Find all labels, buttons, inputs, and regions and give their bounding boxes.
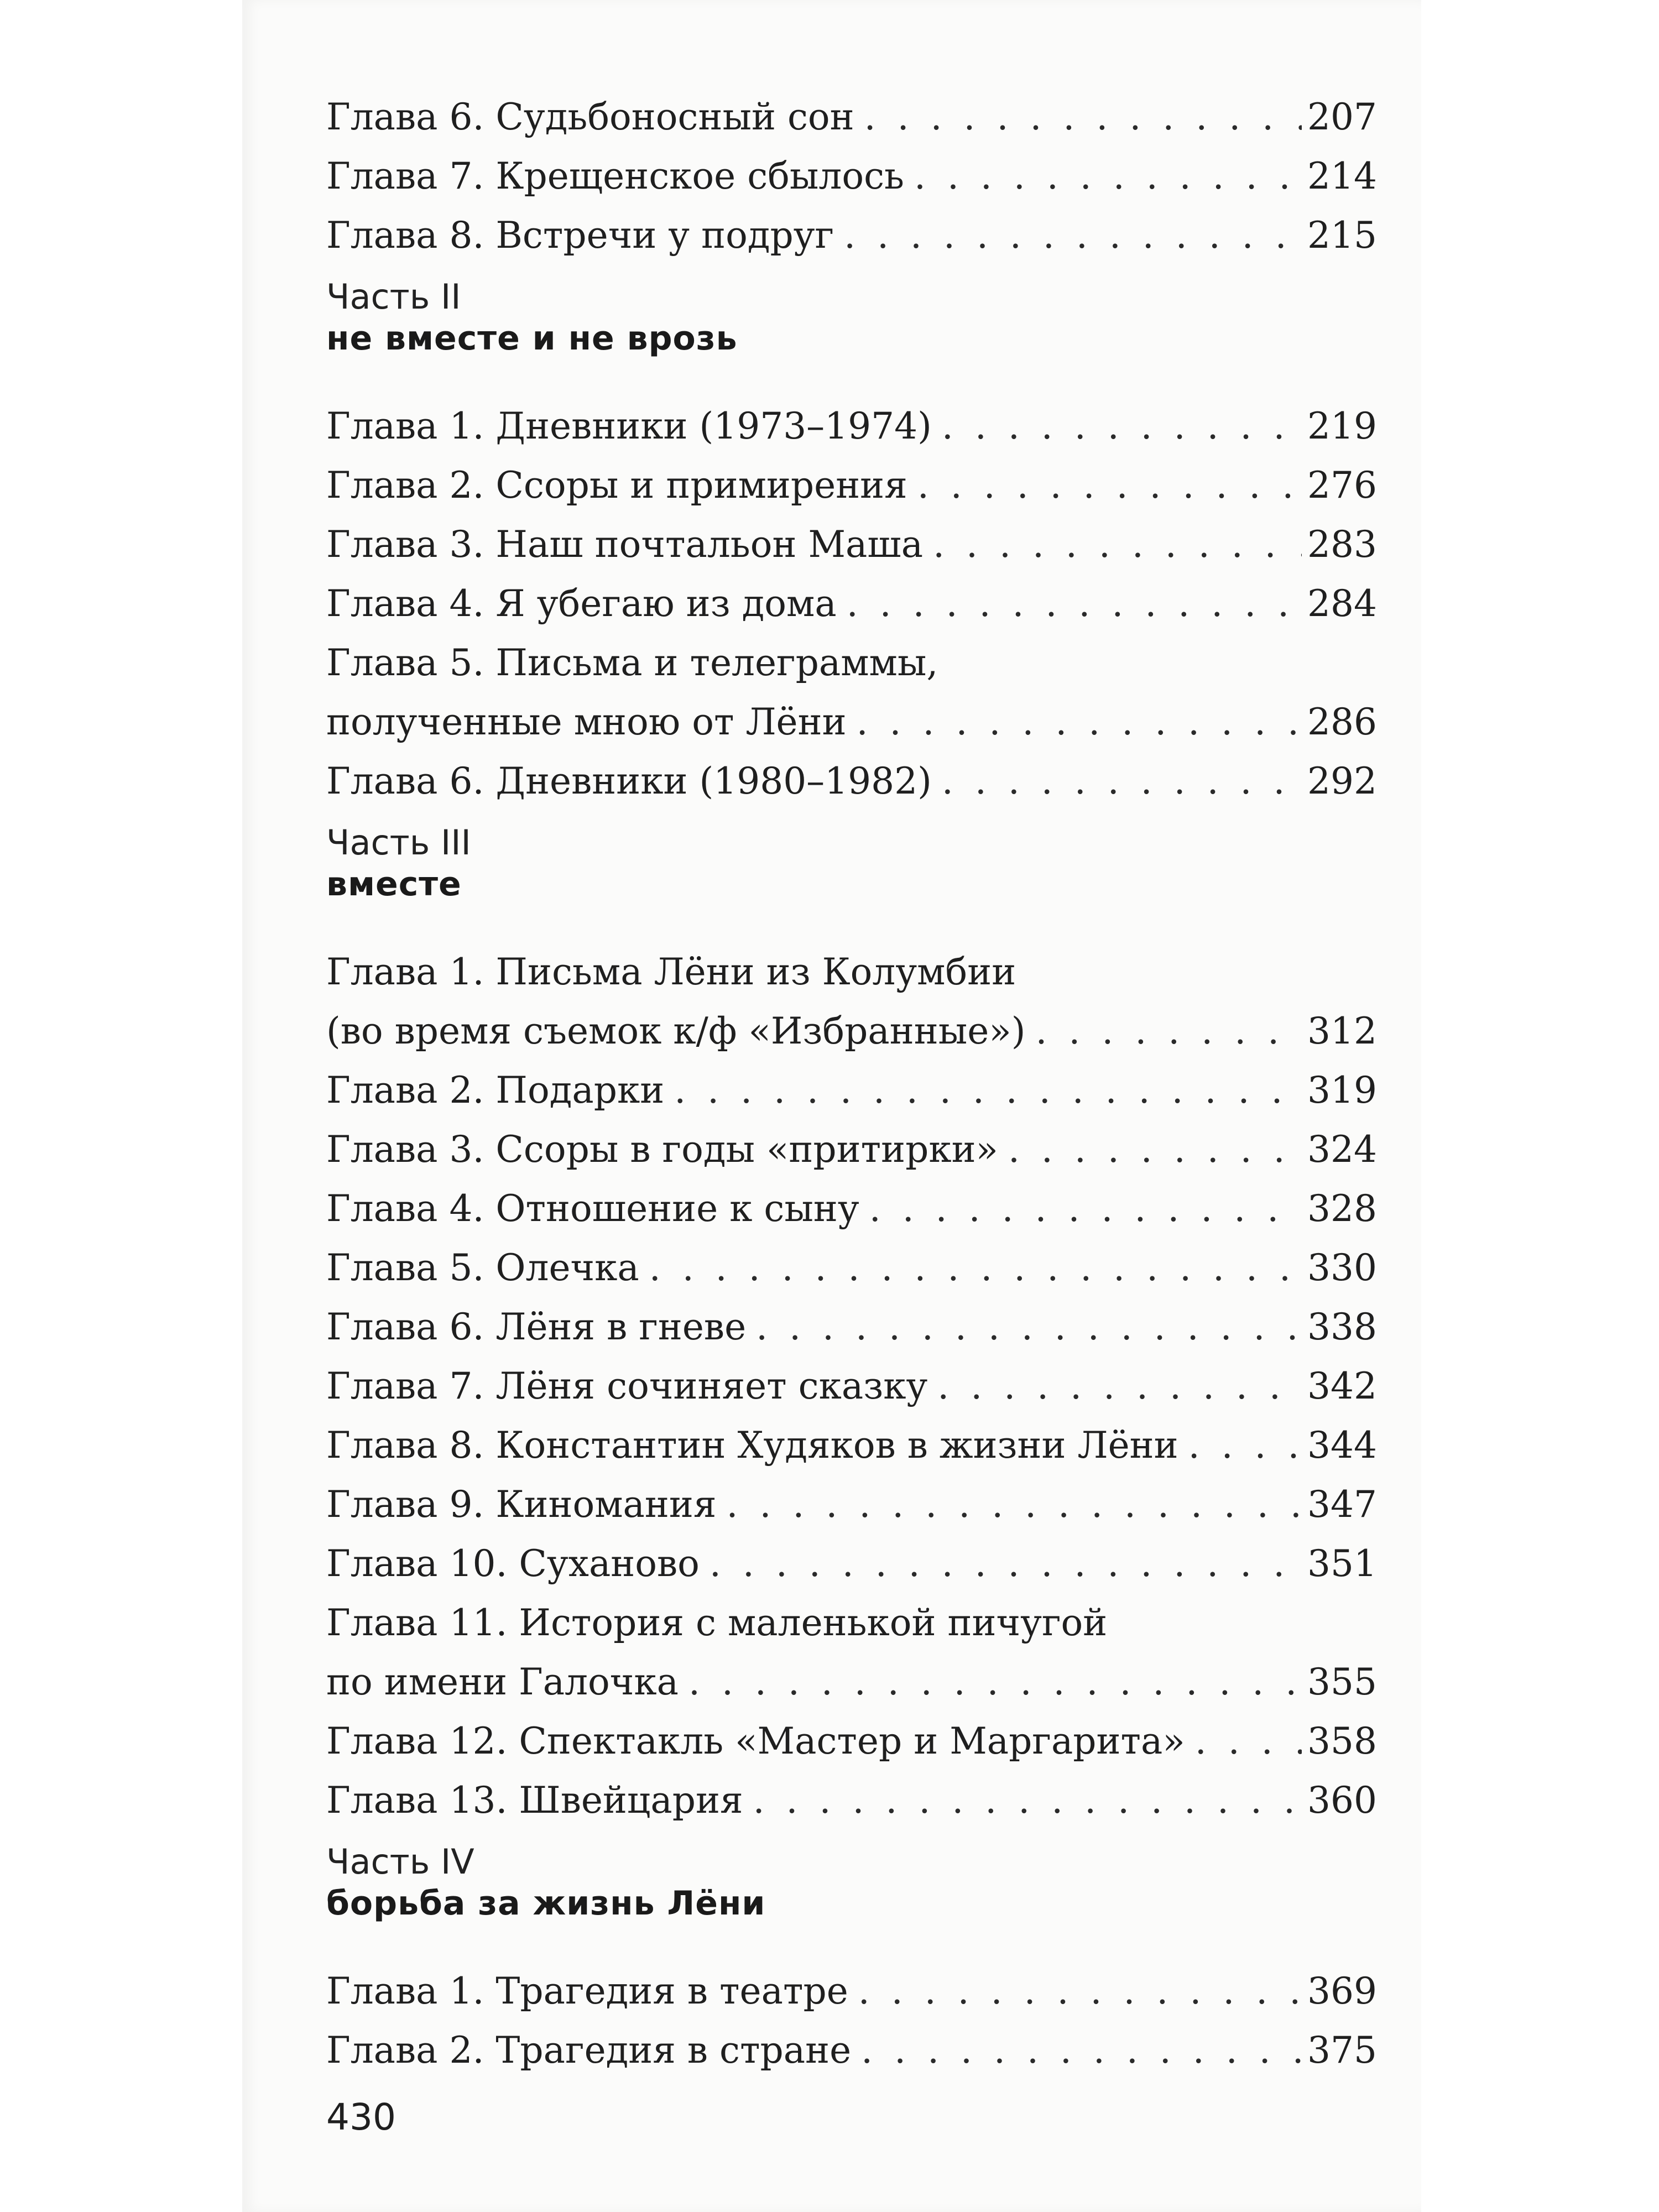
toc-entry-line1 — [326, 942, 1377, 1001]
chapter-title: Глава 3. Наш почтальон Маша — [326, 523, 924, 566]
chapter-title: Глава 1. Письма Лёни из Колумбии — [326, 951, 1016, 993]
chapter-title: Глава 5. Письма и телеграммы, — [326, 641, 938, 684]
chapter-title: Глава 2. Трагедия в стране — [326, 2029, 852, 2072]
chapter-page: 319 — [1307, 1069, 1377, 1112]
chapter-page: 328 — [1307, 1187, 1377, 1230]
chapter-title: Глава 8. Константин Худяков в жизни Лёни — [326, 1424, 1178, 1467]
chapter-page: 351 — [1307, 1542, 1377, 1585]
dot-leader — [917, 456, 1302, 515]
dot-leader — [942, 752, 1302, 811]
dot-leader — [727, 1475, 1302, 1534]
chapter-page: 358 — [1307, 1720, 1377, 1762]
chapter-page: 284 — [1307, 582, 1377, 625]
chapter-title: Глава 7. Крещенское сбылось — [326, 155, 904, 197]
toc-entry — [326, 397, 1377, 456]
chapter-title: Глава 6. Дневники (1980–1982) — [326, 760, 932, 802]
chapter-page: 324 — [1307, 1128, 1377, 1171]
dot-leader — [861, 2021, 1302, 2080]
dot-leader — [688, 1652, 1302, 1712]
part-number: Часть IV — [326, 1841, 474, 1882]
part-heading — [326, 1840, 1377, 1961]
dot-leader — [937, 1357, 1302, 1416]
chapter-title: Глава 6. Судьбоносный сон — [326, 96, 854, 138]
chapter-title: Глава 9. Киномания — [326, 1483, 717, 1526]
toc-entry — [326, 1297, 1377, 1357]
toc-entry — [326, 1475, 1377, 1534]
chapter-title-continued: (во время съемок к/ф «Избранные») — [326, 1010, 1026, 1052]
chapter-title: Глава 8. Встречи у подруг — [326, 214, 834, 257]
part-title: вместе — [326, 865, 462, 904]
dot-leader — [933, 515, 1302, 574]
chapter-title-continued: полученные мною от Лёни — [326, 701, 847, 743]
chapter-title: Глава 1. Трагедия в театре — [326, 1970, 848, 2012]
part-title: борьба за жизнь Лёни — [326, 1884, 766, 1923]
dot-leader — [857, 692, 1302, 752]
dot-leader — [858, 1961, 1302, 2021]
part-heading — [326, 821, 1377, 942]
toc-entry — [326, 87, 1377, 147]
toc-entry — [326, 2021, 1377, 2080]
dot-leader — [753, 1771, 1302, 1830]
toc-entry — [326, 1652, 1377, 1712]
toc-entry — [326, 1416, 1377, 1475]
chapter-page: 342 — [1307, 1365, 1377, 1407]
chapter-page: 312 — [1307, 1010, 1377, 1052]
toc-entry — [326, 1238, 1377, 1297]
part-title: не вместе и не врозь — [326, 319, 738, 358]
toc-entry — [326, 456, 1377, 515]
chapter-page: 338 — [1307, 1306, 1377, 1348]
chapter-page: 347 — [1307, 1483, 1377, 1526]
dot-leader — [1188, 1416, 1302, 1475]
page-number: 430 — [326, 2096, 396, 2138]
chapter-title: Глава 2. Ссоры и примирения — [326, 464, 907, 507]
toc-entry — [326, 574, 1377, 633]
dot-leader — [914, 147, 1302, 206]
toc-entry — [326, 206, 1377, 265]
chapter-title: Глава 4. Отношение к сыну — [326, 1187, 859, 1230]
chapter-title: Глава 2. Подарки — [326, 1069, 665, 1112]
chapter-page: 286 — [1307, 701, 1377, 743]
chapter-page: 369 — [1307, 1970, 1377, 2012]
toc-entry-line1 — [326, 1593, 1377, 1652]
dot-leader — [649, 1238, 1302, 1297]
chapter-title: Глава 5. Олечка — [326, 1246, 639, 1289]
dot-leader — [1035, 1001, 1302, 1061]
dot-leader — [674, 1061, 1302, 1120]
chapter-title: Глава 3. Ссоры в годы «притирки» — [326, 1128, 998, 1171]
toc-entry — [326, 692, 1377, 752]
chapter-page: 292 — [1307, 760, 1377, 802]
chapter-page: 276 — [1307, 464, 1377, 507]
part-number: Часть III — [326, 822, 471, 863]
chapter-page: 207 — [1307, 96, 1377, 138]
toc-entry — [326, 1179, 1377, 1238]
chapter-title: Глава 7. Лёня сочиняет сказку — [326, 1365, 928, 1407]
toc-entry — [326, 1534, 1377, 1593]
book-page — [242, 0, 1421, 2212]
chapter-title-continued: по имени Галочка — [326, 1661, 679, 1703]
chapter-page: 355 — [1307, 1661, 1377, 1703]
part-heading — [326, 275, 1377, 397]
dot-leader — [1195, 1712, 1302, 1771]
dot-leader — [756, 1297, 1302, 1357]
dot-leader — [942, 397, 1302, 456]
dot-leader — [709, 1534, 1302, 1593]
dot-leader — [869, 1179, 1302, 1238]
chapter-title: Глава 6. Лёня в гневе — [326, 1306, 747, 1348]
toc-entry — [326, 1771, 1377, 1830]
toc-entry — [326, 1061, 1377, 1120]
chapter-title: Глава 12. Спектакль «Мастер и Маргарита» — [326, 1720, 1185, 1762]
toc-entry — [326, 1961, 1377, 2021]
chapter-title: Глава 13. Швейцария — [326, 1779, 743, 1822]
chapter-title: Глава 4. Я убегаю из дома — [326, 582, 837, 625]
chapter-page: 219 — [1307, 405, 1377, 447]
chapter-page: 214 — [1307, 155, 1377, 197]
toc-entry — [326, 1712, 1377, 1771]
toc-entry — [326, 752, 1377, 811]
part-number: Часть II — [326, 276, 461, 317]
toc-entry — [326, 147, 1377, 206]
toc-entry-line1 — [326, 633, 1377, 692]
chapter-page: 330 — [1307, 1246, 1377, 1289]
dot-leader — [847, 574, 1302, 633]
toc-entry — [326, 1120, 1377, 1179]
toc-entry — [326, 515, 1377, 574]
chapter-page: 360 — [1307, 1779, 1377, 1822]
toc-entry — [326, 1357, 1377, 1416]
chapter-title: Глава 11. История с маленькой пичугой — [326, 1601, 1108, 1644]
chapter-page: 215 — [1307, 214, 1377, 257]
dot-leader — [844, 206, 1302, 265]
dot-leader — [864, 87, 1302, 147]
chapter-page: 375 — [1307, 2029, 1377, 2072]
chapter-title: Глава 10. Суханово — [326, 1542, 700, 1585]
chapter-page: 344 — [1307, 1424, 1377, 1467]
chapter-title: Глава 1. Дневники (1973–1974) — [326, 405, 932, 447]
table-of-contents — [326, 87, 1377, 2080]
chapter-page: 283 — [1307, 523, 1377, 566]
dot-leader — [1008, 1120, 1302, 1179]
toc-entry — [326, 1001, 1377, 1061]
